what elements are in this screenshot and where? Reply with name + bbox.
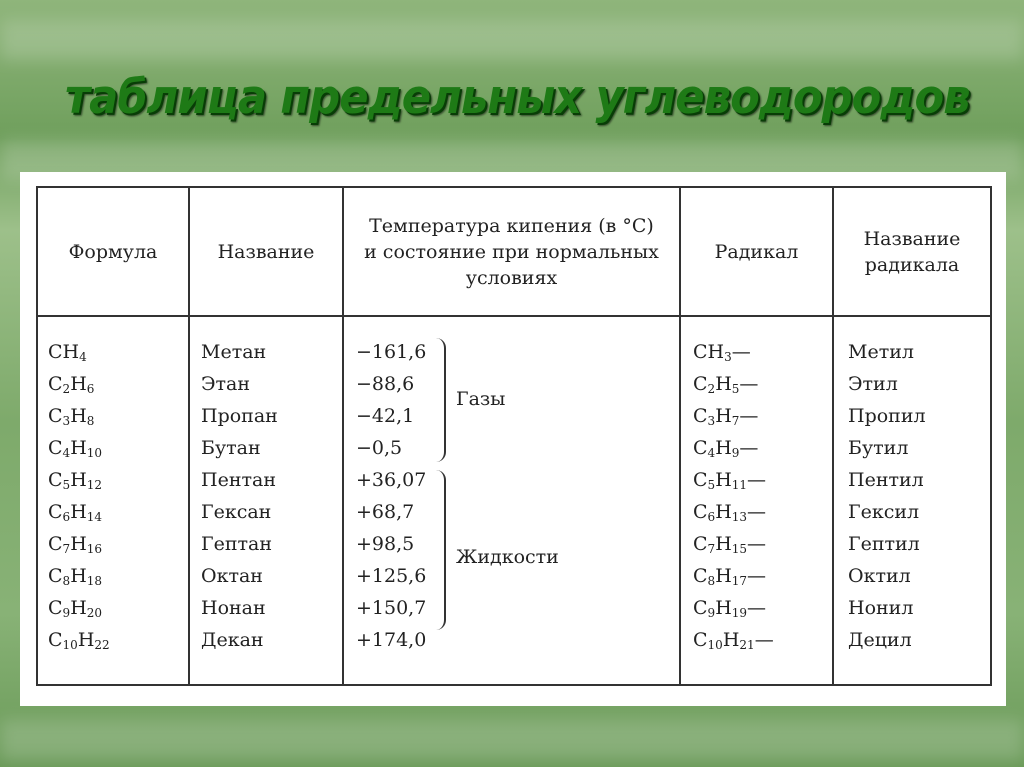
cell-radical-8: $C_8H_{17}—$ (693, 565, 767, 588)
liquids-brace (436, 470, 446, 630)
cell-radical-6: $C_6H_{13}—$ (693, 501, 767, 524)
cell-radical-name-8: Октил (848, 565, 911, 587)
header-formula: Формула (68, 240, 158, 263)
name-column (201, 336, 278, 656)
cell-name-6: Гексан (201, 501, 272, 523)
cell-formula-2: $C_2H_6$ (48, 373, 95, 396)
cell-name-10: Декан (201, 629, 264, 651)
cell-formula-4: $C_4H_{10}$ (48, 437, 103, 460)
cell-name-8: Октан (201, 565, 263, 587)
cell-radical-name-2: Этил (848, 373, 898, 395)
cell-radical-name-3: Пропил (848, 405, 926, 427)
cell-radical-4: $C_4H_9—$ (693, 437, 759, 460)
radical-column (693, 336, 774, 656)
cell-temp-10: +174,0 (356, 629, 427, 651)
cell-formula-6: $C_6H_{14}$ (48, 501, 103, 524)
cell-radical-1: $CH_3—$ (693, 341, 751, 364)
table-panel (20, 172, 1006, 706)
gases-label: Газы (456, 388, 506, 410)
cell-temp-4: −0,5 (356, 437, 403, 459)
page-title: таблица предельных углеводородов (65, 70, 970, 125)
header-radical: Радикал (714, 240, 799, 263)
header-name: Название (217, 240, 315, 263)
cell-name-9: Нонан (201, 597, 266, 619)
cell-name-4: Бутан (201, 437, 261, 459)
radical-name-column (848, 336, 926, 656)
temperature-column (356, 336, 426, 656)
cell-formula-7: $C_7H_{16}$ (48, 533, 103, 556)
cell-name-1: Метан (201, 341, 267, 363)
cell-temp-2: −88,6 (356, 373, 415, 395)
cell-radical-7: $C_7H_{15}—$ (693, 533, 767, 556)
gases-brace (436, 338, 446, 462)
cell-name-2: Этан (201, 373, 251, 395)
cell-radical-name-5: Пентил (848, 469, 924, 491)
cell-temp-1: −161,6 (356, 341, 427, 363)
cell-temp-3: −42,1 (356, 405, 415, 427)
cell-formula-1: $CH_4$ (48, 341, 87, 364)
cell-formula-10: $C_{10}H_{22}$ (48, 629, 110, 652)
cell-name-5: Пентан (201, 469, 276, 491)
cell-name-3: Пропан (201, 405, 278, 427)
cell-formula-5: $C_5H_{12}$ (48, 469, 103, 492)
cell-formula-9: $C_9H_{20}$ (48, 597, 103, 620)
cell-radical-name-4: Бутил (848, 437, 909, 459)
cell-temp-7: +98,5 (356, 533, 415, 555)
cell-radical-2: $C_2H_5—$ (693, 373, 759, 396)
cell-radical-name-10: Децил (848, 629, 912, 651)
cell-radical-name-7: Гептил (848, 533, 920, 555)
formula-column (48, 336, 110, 656)
cell-name-7: Гептан (201, 533, 272, 555)
cell-temp-8: +125,6 (356, 565, 427, 587)
cell-radical-5: $C_5H_{11}—$ (693, 469, 767, 492)
cell-radical-name-6: Гексил (848, 501, 920, 523)
alkanes-table (36, 186, 992, 686)
cell-radical-10: $C_{10}H_{21}—$ (693, 629, 774, 652)
cell-formula-3: $C_3H_8$ (48, 405, 95, 428)
cell-radical-name-9: Нонил (848, 597, 914, 619)
cell-radical-3: $C_3H_7—$ (693, 405, 759, 428)
cell-temp-9: +150,7 (356, 597, 427, 619)
cell-radical-9: $C_9H_{19}—$ (693, 597, 767, 620)
cell-radical-name-1: Метил (848, 341, 914, 363)
liquids-label: Жидкости (456, 546, 559, 568)
cell-temp-6: +68,7 (356, 501, 415, 523)
cell-temp-5: +36,07 (356, 469, 427, 491)
cell-formula-8: $C_8H_{18}$ (48, 565, 103, 588)
header-boiling-point: Температура кипения (в °С) и состояние при нормальных условиях (364, 214, 659, 289)
header-radical-name: Название радикала (863, 227, 961, 276)
